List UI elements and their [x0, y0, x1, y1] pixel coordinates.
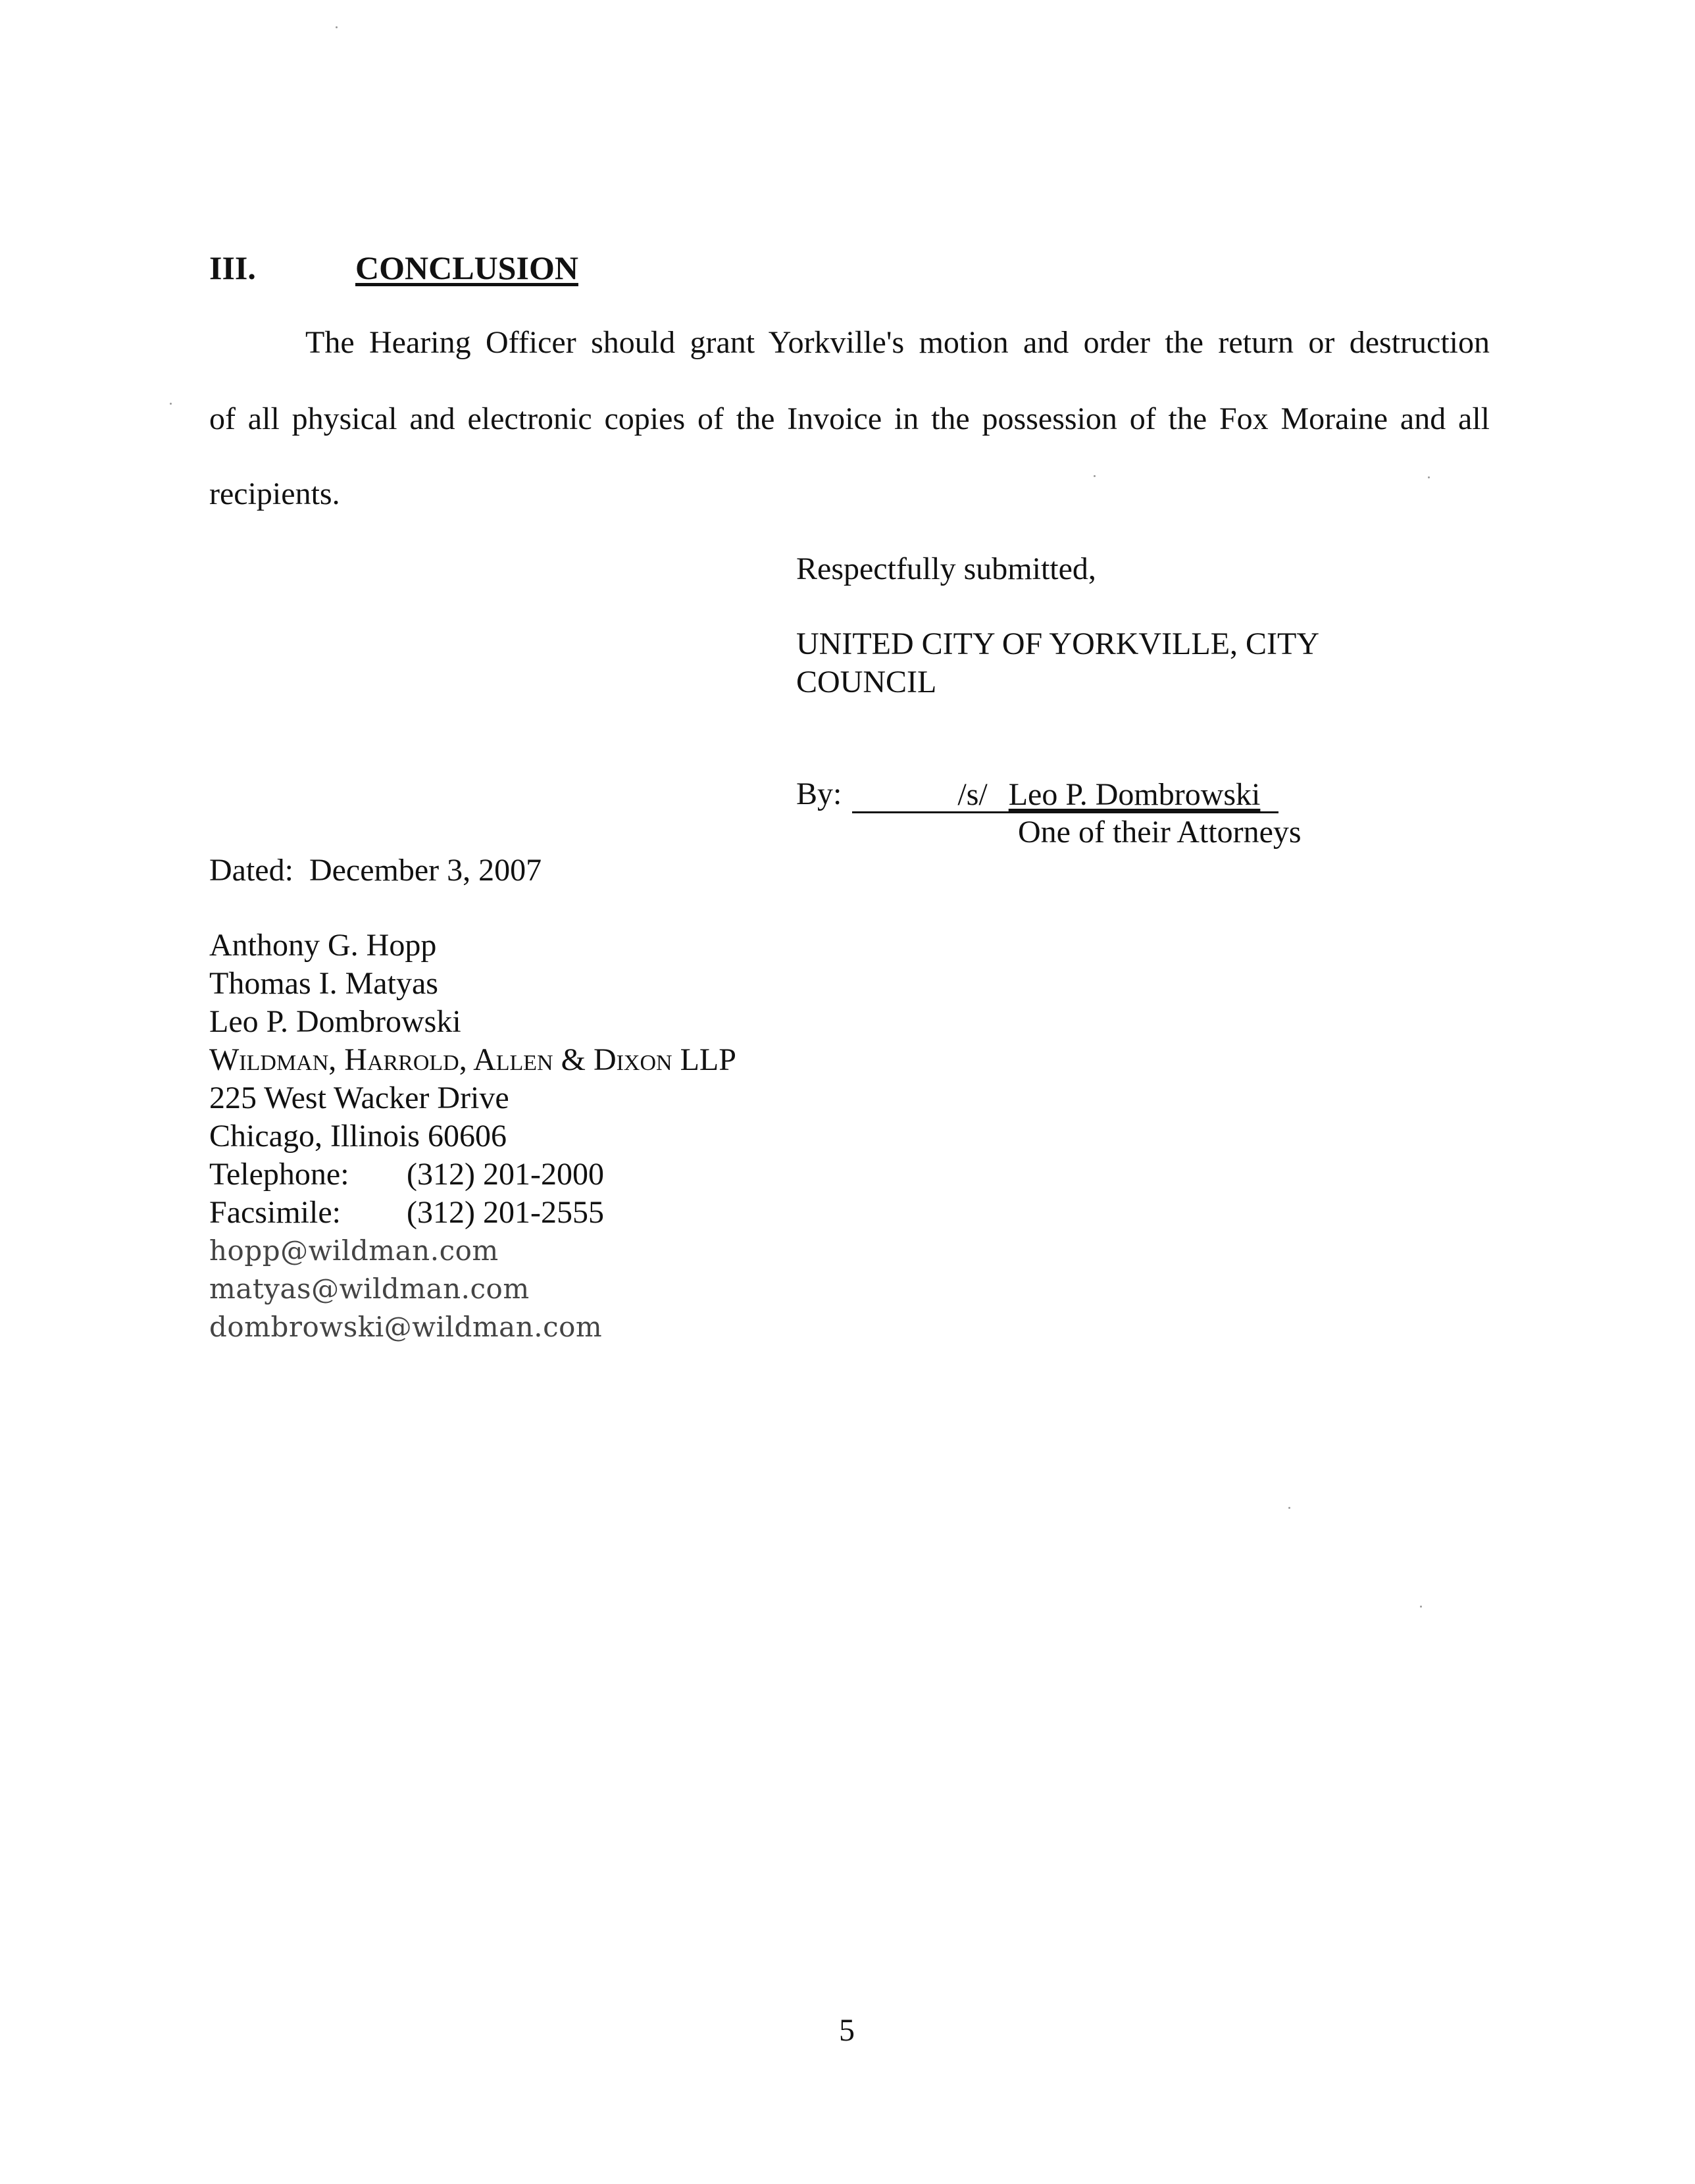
telephone-row [209, 1155, 604, 1194]
section-number: III. [209, 249, 256, 286]
address-line-2: Chicago, Illinois 60606 [209, 1119, 507, 1154]
facsimile-number: (312) 201-2555 [407, 1195, 604, 1230]
signature-block [796, 775, 1278, 813]
dated-line [209, 851, 542, 890]
signature-line [852, 777, 1278, 813]
respectfully-submitted: Respectfully submitted, [796, 551, 1096, 586]
party-name-line-2: COUNCIL [796, 665, 937, 699]
dated-date: December 3, 2007 [309, 853, 542, 888]
facsimile-row [209, 1194, 604, 1232]
attorney-name: Thomas I. Matyas [209, 966, 438, 1001]
scan-speck [1094, 475, 1096, 477]
by-label: By: [796, 776, 842, 811]
facsimile-label: Facsimile: [209, 1195, 341, 1230]
signature-mark: /s/ [957, 777, 988, 812]
body-line-1: The Hearing Officer should grant Yorkville's motion and order the return or destruction [305, 325, 1490, 360]
firm-name: Wildman, Harrold, Allen & Dixon LLP [209, 1042, 736, 1077]
attorney-name: Anthony G. Hopp [209, 928, 437, 963]
body-line-2: of all physical and electronic copies of the Invoice in the possession of the Fox Moraine and all [209, 401, 1490, 436]
page-number: 5 [839, 2013, 855, 2048]
telephone-label: Telephone: [209, 1157, 349, 1192]
dated-label: Dated: [209, 853, 293, 888]
section-title: CONCLUSION [355, 249, 578, 286]
section-heading [209, 249, 578, 287]
address-line-1: 225 West Wacker Drive [209, 1080, 509, 1115]
telephone-number: (312) 201-2000 [407, 1157, 604, 1192]
scan-speck [1420, 1606, 1422, 1608]
email-link[interactable]: dombrowski@wildman.com [209, 1311, 603, 1343]
email-link[interactable]: matyas@wildman.com [209, 1273, 530, 1305]
signature-role: One of their Attorneys [1018, 815, 1302, 850]
party-name-line-1: UNITED CITY OF YORKVILLE, CITY [796, 626, 1319, 661]
email-link[interactable]: hopp@wildman.com [209, 1234, 499, 1267]
signature-name: Leo P. Dombrowski [1008, 777, 1261, 812]
attorney-name: Leo P. Dombrowski [209, 1004, 461, 1039]
scan-speck [170, 403, 172, 405]
scan-speck [1288, 1507, 1290, 1509]
scan-speck [1428, 476, 1430, 478]
body-line-3: recipients. [209, 476, 340, 511]
signature [957, 776, 1260, 814]
scan-speck [336, 26, 338, 28]
